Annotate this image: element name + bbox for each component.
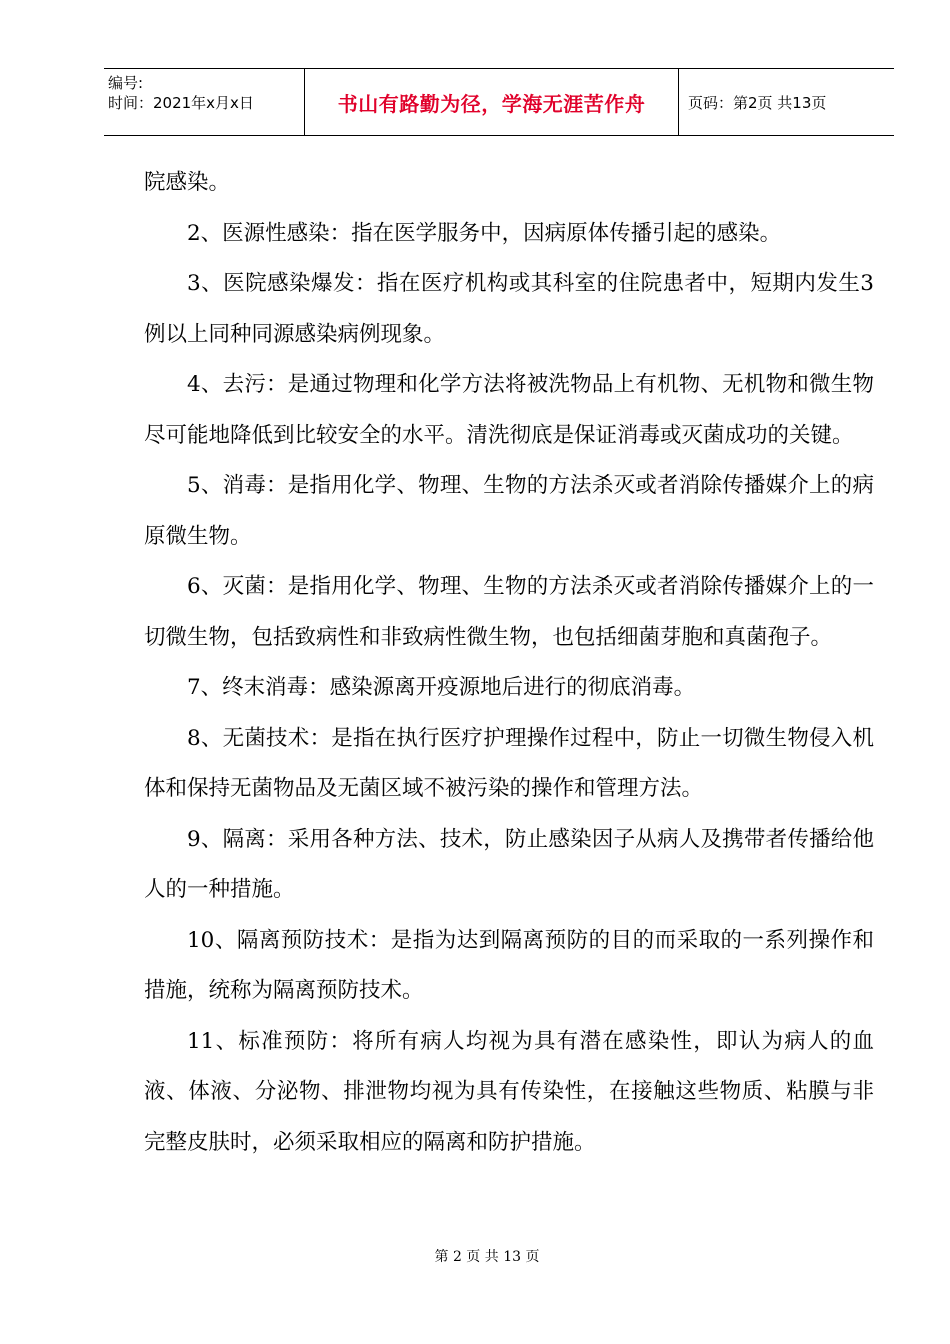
header-page-info: 页码：第2页 共13页 [688,93,827,112]
page-header [104,68,894,136]
document-body [144,158,874,1168]
paragraph: 院感染。 [144,170,231,195]
paragraph: 9、隔离：采用各种方法、技术，防止感染因子从病人及携带者传播给他人的一种措施。 [144,826,874,902]
header-meta-cell [104,69,305,135]
paragraph: 8、无菌技术：是指在执行医疗护理操作过程中，防止一切微生物侵入机体和保持无菌物品及无菌区域不被污染的操作和管理方法。 [144,725,874,801]
paragraph: 10、隔离预防技术：是指为达到隔离预防的目的而采取的一系列操作和措施，统称为隔离预防技术。 [144,927,874,1003]
header-motto: 书山有路勤为径，学海无涯苦作舟 [305,69,679,135]
paragraph: 3、医院感染爆发：指在医疗机构或其科室的住院患者中，短期内发生3例以上同种同源感染病例现象。 [144,271,874,347]
document-date: 时间：2021年x月x日 [108,94,254,112]
paragraph: 11、标准预防：将所有病人均视为具有潜在感染性，即认为病人的血液、体液、分泌物、排泄物均视为具有传染性，在接触这些物质、粘膜与非完整皮肤时，必须采取相应的隔离和防护措施。 [144,1028,874,1155]
page-footer: 第 2 页 共 13 页 [434,1249,540,1265]
paragraph: 5、消毒：是指用化学、物理、生物的方法杀灭或者消除传播媒介上的病原微生物。 [144,473,874,549]
document-number-label: 编号: [108,74,144,92]
paragraph: 2、医源性感染：指在医学服务中，因病原体传播引起的感染。 [187,220,782,246]
paragraph: 6、灭菌：是指用化学、物理、生物的方法杀灭或者消除传播媒介上的一切微生物，包括致病性和非致病性微生物，也包括细菌芽胞和真菌孢子。 [144,574,874,650]
paragraph: 7、终末消毒：感染源离开疫源地后进行的彻底消毒。 [187,675,696,700]
paragraph: 4、去污：是通过物理和化学方法将被洗物品上有机物、无机物和微生物尽可能地降低到比较安全的水平。清洗彻底是保证消毒或灭菌成功的关键。 [144,372,874,448]
